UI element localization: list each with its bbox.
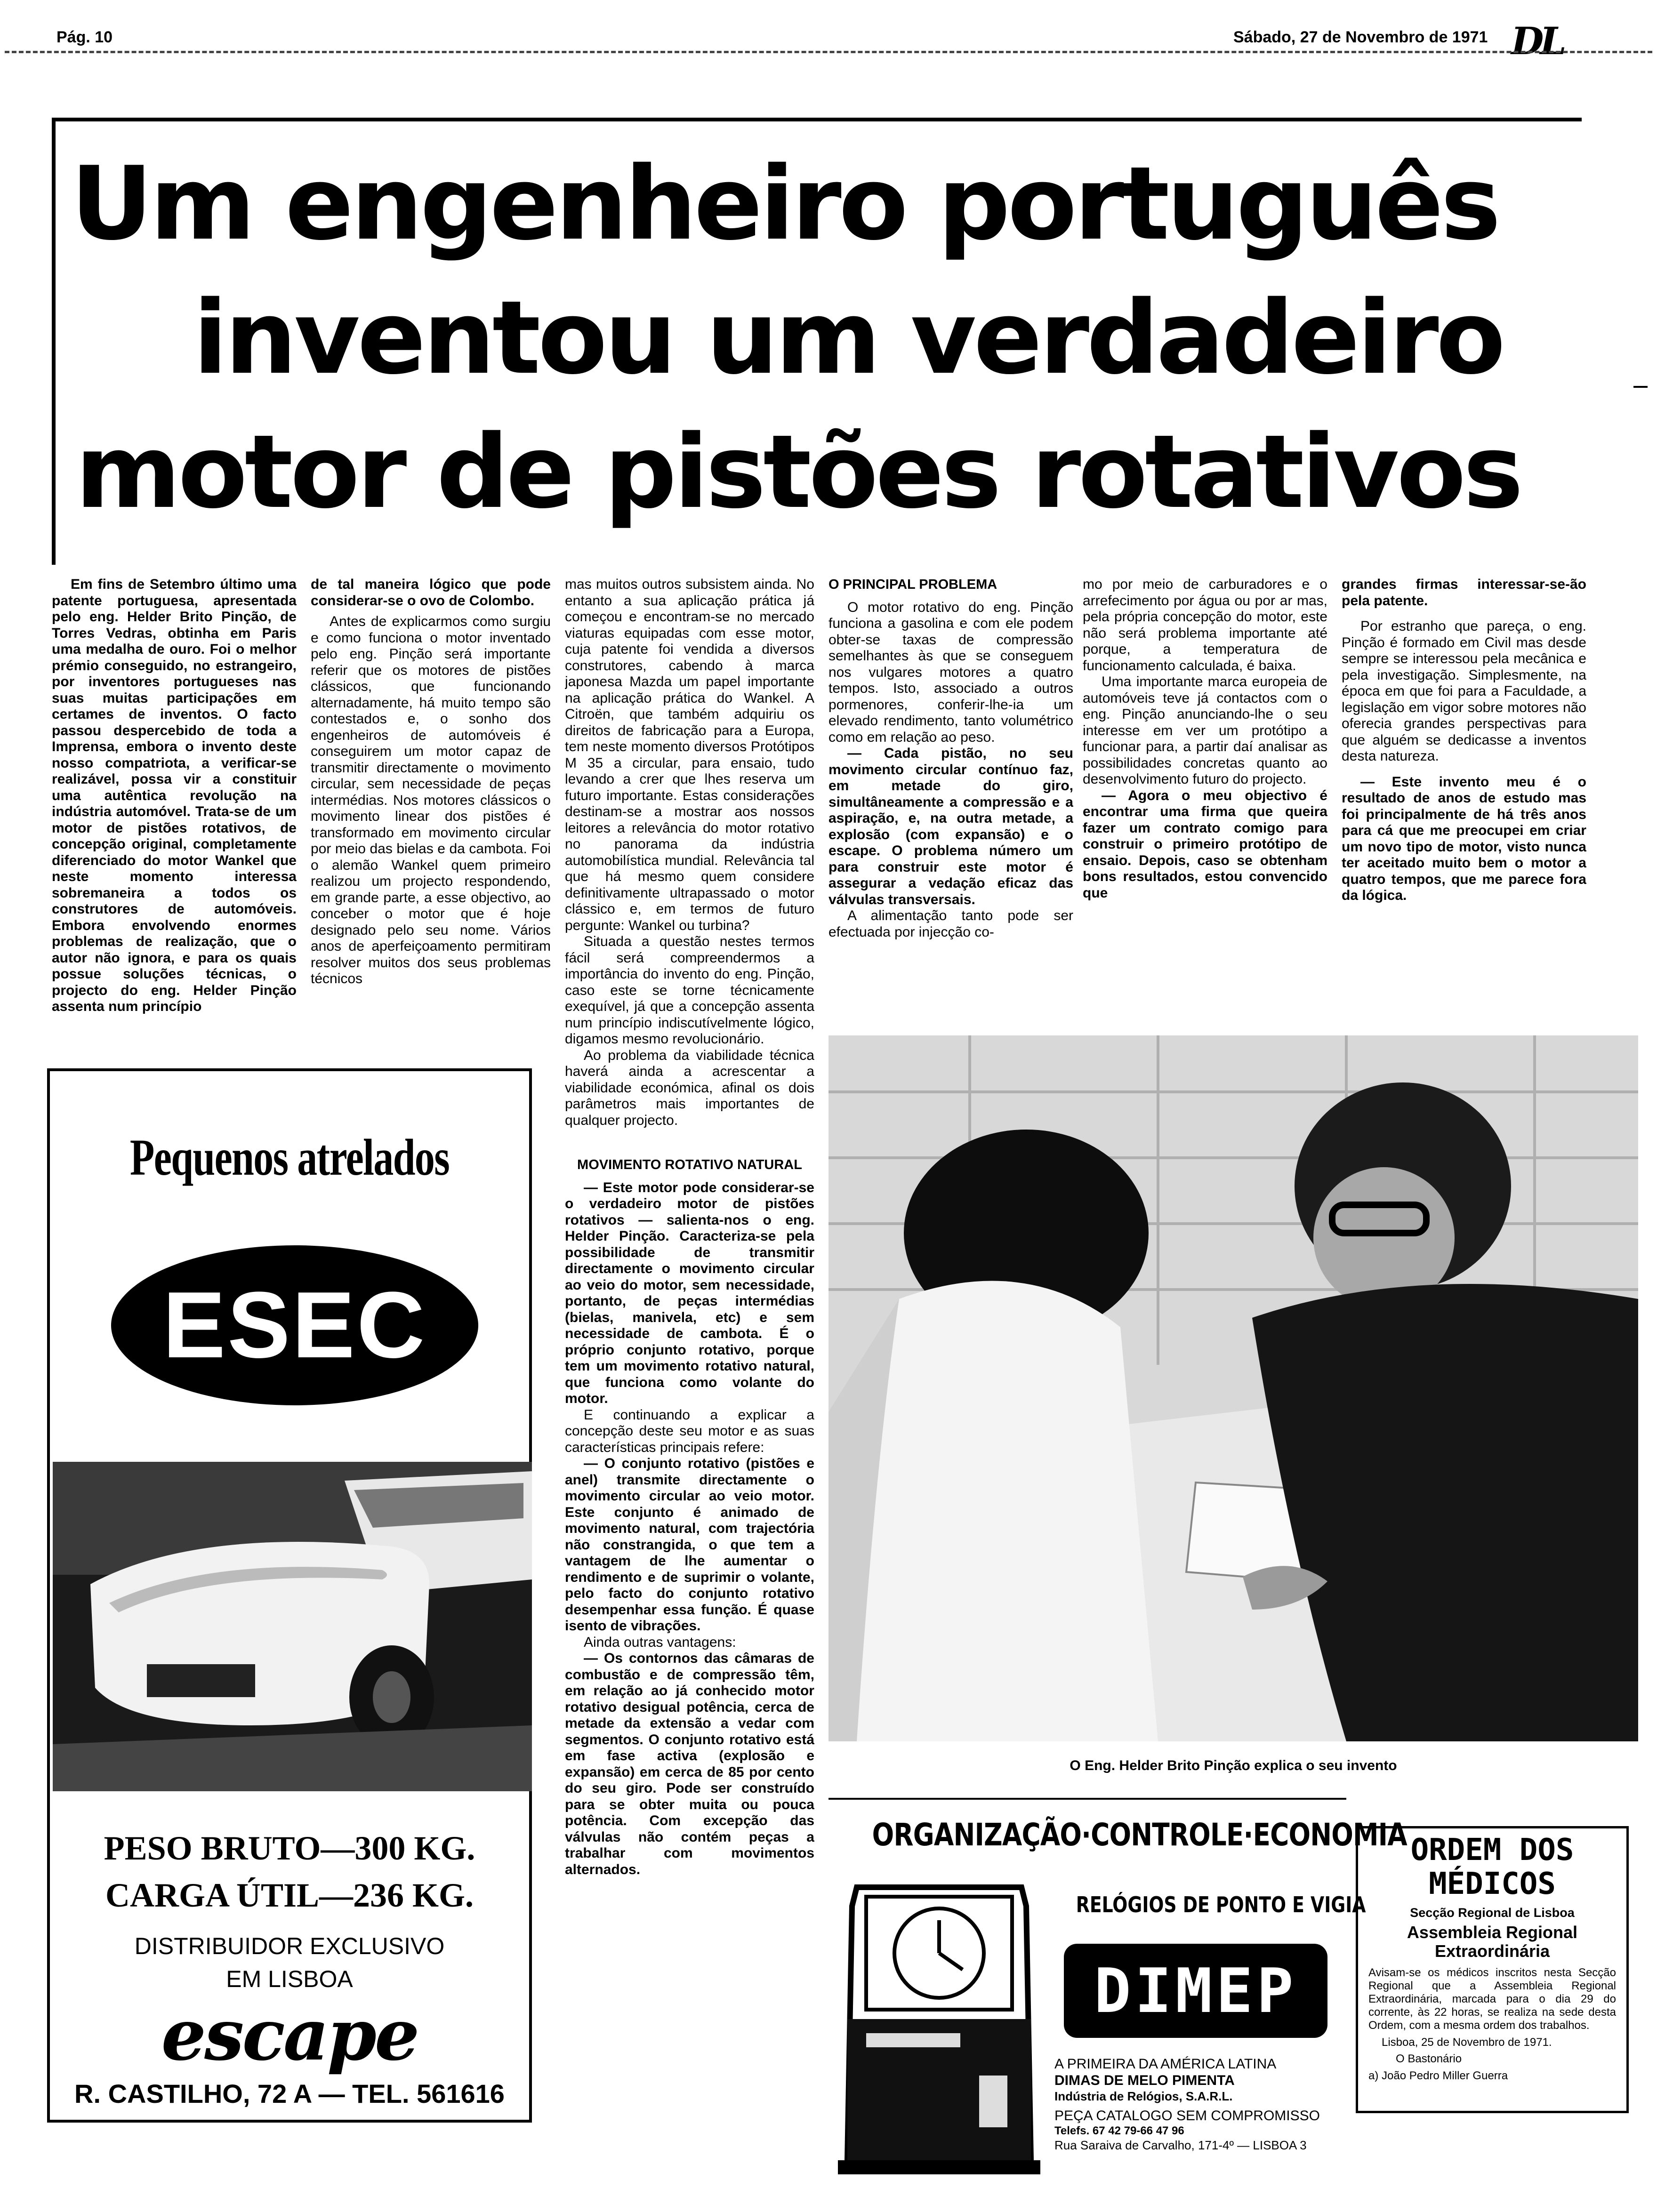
- paragraph: A alimentação tanto pode ser efectuada por injecção co-: [828, 908, 1073, 940]
- ad-esec-distribuidor: DISTRIBUIDOR EXCLUSIVO: [134, 1933, 445, 1959]
- ad-esec-carga: CARGA ÚTIL—236 KG.: [105, 1876, 474, 1914]
- photo-caption: O Eng. Helder Brito Pinção explica o seu invento: [1070, 1758, 1397, 1773]
- ad-esec-peso: PESO BRUTO—300 KG.: [104, 1829, 475, 1867]
- paragraph: — Este invento meu é o resultado de anos de estudo mas foi principalmente de há três anos para cá que me preocupei em criar um novo tipo de motor, visto nunca ter aceitado muito bem o motor a quatro tempos, que me parece fora da lógica.: [1342, 774, 1586, 903]
- headline-line-2: inventou um verdadeiro: [193, 279, 1503, 397]
- ad-esec-brand-ellipse: [111, 1245, 478, 1405]
- paragraph: mas muitos outros subsistem ainda. No entanto a sua aplicação prática já começou e encontram-se no mercado viaturas equipadas com esse motor, cuja patente foi vendida a diversos construtores, cabendo à marca japonesa Mazda um papel importante na aplicação prática do Wankel. A Citroën, que também adquiriu os direitos de fabricação para a Europa, tem neste momento diversos Protótipos M 35 a circular, para ensaio, tudo levando a crer que lhes reserva um futuro importante. Estas considerações destinam-se a mostrar aos nossos leitores a relevância do motor rotativo no panorama da indústria automobilística mundial. Relevância tal que há mesmo quem considere definitivamente ultrapassado o motor clássico e, em termos de futuro pergunte: Wankel ou turbina?: [565, 577, 814, 933]
- header-rule: [5, 51, 1652, 53]
- ad-dimep-line-2: DIMAS DE MELO PIMENTA: [1054, 2073, 1235, 2088]
- headline: [71, 136, 1558, 539]
- ad-dimep-line-4: PEÇA CATALOGO SEM COMPROMISSO: [1054, 2108, 1320, 2124]
- paragraph: mo por meio de carburadores e o arrefecimento por água ou por ar mas, pela própria concepção do motor, este não será problema importante até porque, a temperatura de funcionamento calculada, é baixa.: [1083, 577, 1327, 673]
- paragraph: Antes de explicarmos como surgiu e como funciona o motor inventado pelo eng. Pinção será importante referir que os motores de pistões clássicos, que funcionando alternadamente, há muito tempo são contestados e, o sonho dos engenheiros de automóveis é conseguirem um motor capaz de transmitir directamente o movimento circular, sem necessidade de peças intermédias. Nos motores clássicos o movimento linear dos pistões é transformado em movimento circular por meio das bielas e da cambota. Foi o alemão Wankel quem primeiro realizou um projecto respondendo, em grande parte, a esse objectivo, ao conceber o motor que é hoje designado pelo seu nome. Vários anos de aperfeiçoamento permitiram resolver muitos dos seus problemas técnicos: [311, 614, 551, 986]
- article-column-3: [565, 577, 814, 2172]
- paragraph: — Este motor pode considerar-se o verdadeiro motor de pistões rotativos — salienta-nos o eng. Helder Pinção. Caracteriza-se pela possibilidade de transmitir directamente o movimento circular ao veio do motor, sem necessidade, portanto, de peças intermédias (bielas, manivela, etc) e sem necessidade de cambota. É o próprio conjunto rotativo, porque tem um movimento rotativo natural, que funciona como volante do motor.: [565, 1179, 814, 1406]
- paragraph: — O conjunto rotativo (pistões e anel) transmite directamente o movimento circular ao veio motor. Este conjunto é animado de movimento natural, com trajectória não constrangida, o que tem a vantagem de lhe aumentar o rendimento e de suprimir o volante, pelo facto do conjunto rotativo desempenhar essa função. É quase isento de vibrações.: [565, 1456, 814, 1634]
- paragraph: Ao problema da viabilidade técnica haverá ainda a acrescentar a viabilidade económica, afinal os dois parâmetros mais importantes de qualquer projecto.: [565, 1047, 814, 1128]
- subheading-movimento: MOVIMENTO ROTATIVO NATURAL: [577, 1157, 802, 1172]
- article-column-5: [1083, 577, 1327, 1000]
- paragraph: — Os contornos das câmaras de combustão e de compressão têm, em relação ao já conhecido motor rotativo desigual potência, cerca de metade da extensão a vedar com segmentos. O conjunto rotativo está em fase activa (explosão e expansão) em cerca de 85 por cento do seu giro. Pode ser construído para se obter muita ou pouca potência. Com excepção das válvulas não contém peças a trabalhar com movimentos alternados.: [565, 1651, 814, 1877]
- ad-dimep-subtitle: RELÓGIOS DE PONTO E VIGIA: [1076, 1892, 1366, 1917]
- notice-title-2: MÉDICOS: [1429, 1867, 1556, 1901]
- ad-esec-lisboa: EM LISBOA: [226, 1966, 353, 1992]
- margin-mark: [1633, 386, 1648, 388]
- ad-dimep-title: ORGANIZAÇÃO·CONTROLE·ECONOMIA: [872, 1817, 1407, 1853]
- article-column-1: [52, 577, 297, 1057]
- headline-line-1: Um engenheiro português: [71, 144, 1498, 263]
- ad-esec-brand: ESEC: [162, 1273, 427, 1378]
- notice-title-1: ORDEM DOS: [1410, 1833, 1574, 1867]
- paragraph: Situada a questão nestes termos fácil será compreendermos a importância do invento do eng. Pinção, caso este se torne técnicamente exequível, já que a concepção assenta num princípio indiscutívelmente lógico, digamos mesmo revolucionário.: [565, 934, 814, 1047]
- ad-esec: [47, 1068, 532, 2123]
- notice-body: Avisam-se os médicos inscritos nesta Secção Regional que a Assembleia Regional Extraordinária, marcada para o dia 29 do corrente, às 22 horas, se realiza na sede desta Ordem, com a mesma ordem dos trabalhos.: [1368, 1966, 1616, 2032]
- subheading-problema: O PRINCIPAL PROBLEMA: [828, 577, 997, 592]
- paragraph: Ainda outras vantagens:: [584, 1634, 736, 1650]
- ad-dimep-phones: Telefs. 67 42 79-66 47 96: [1054, 2124, 1184, 2137]
- ad-dimep-line-1: A PRIMEIRA DA AMÉRICA LATINA: [1054, 2056, 1277, 2072]
- article-column-6: [1342, 577, 1586, 1000]
- headline-top-rule: [52, 118, 1582, 121]
- notice-date: Lisboa, 25 de Novembro de 1971.: [1382, 2036, 1552, 2049]
- ad-esec-address: R. CASTILHO, 72 A — TEL. 561616: [74, 2079, 505, 2108]
- article-column-2: [311, 577, 551, 1057]
- paragraph: E continuando a explicar a concepção deste seu motor e as suas características principais refere:: [565, 1407, 814, 1455]
- ad-escape-logo: escape: [161, 1994, 418, 2076]
- paragraph: — Agora o meu objectivo é encontrar uma firma que queira fazer um contrato comigo para construir o primeiro protótipo de ensaio. Depois, caso se obtenham bons resultados, estou convencido que: [1083, 787, 1327, 901]
- notice-ordem-medicos: [1356, 1826, 1629, 2113]
- paragraph: O motor rotativo do eng. Pinção funciona a gasolina e com ele podem obter-se taxas de compressão semelhantes às que se conseguem nos vulgares motores a quatro tempos. Isto, associado a outros pormenores, conferir-lhe-ia um elevado rendimento, tanto volumétrico como em relação ao peso.: [828, 599, 1073, 745]
- issue-date: Sábado, 27 de Novembro de 1971: [1233, 28, 1488, 46]
- notice-role: O Bastonário: [1396, 2052, 1462, 2065]
- notice-assembly-1: Assembleia Regional: [1407, 1923, 1578, 1942]
- ad-dimep-line-3: Indústria de Relógios, S.A.R.L.: [1054, 2089, 1233, 2103]
- time-clock-icon: [838, 1878, 1040, 2179]
- paragraph: grandes firmas interessar-se-ão pela patente.: [1342, 577, 1586, 609]
- trailer-photo: [53, 1462, 532, 1791]
- paragraph: de tal maneira lógico que pode considerar-se o ovo de Colombo.: [311, 577, 551, 609]
- masthead-logo: DL: [1511, 19, 1563, 63]
- notice-assembly-2: Extraordinária: [1434, 1941, 1550, 1961]
- paragraph: Em fins de Setembro último uma patente portuguesa, apresentada pelo eng. Helder Brito Pinção, de Torres Vedras, obtinha em Paris uma medalha de ouro. Foi o melhor prémio conseguido, no estrangeiro, por inventores portugueses nas suas muitas participações em certames de inventos. O facto passou despercebido de toda a Imprensa, embora o invento deste nosso compatriota, a verificar-se realizável, possa vir a constituir uma autêntica revolução na indústria automóvel. Trata-se de um motor de pistões rotativos, de concepção original, completamente diferenciado do motor Wankel que neste momento interessa sobremaneira a todos os construtores de automóveis. Embora envolvendo enormes problemas de realização, que o autor não ignora, e para os quais possue soluções técnicas, o projecto do eng. Helder Pinção assenta num princípio: [52, 577, 297, 1014]
- ad-esec-title: Pequenos atrelados: [129, 1129, 450, 1186]
- page-number: Pág. 10: [56, 28, 113, 46]
- engineer-photo: [828, 1035, 1638, 1741]
- ad-dimep-address: Rua Saraiva de Carvalho, 171-4º — LISBOA 3: [1054, 2138, 1307, 2152]
- notice-section: Secção Regional de Lisboa: [1410, 1906, 1575, 1920]
- ad-dimep: [828, 1807, 1407, 2184]
- paragraph: — Cada pistão, no seu movimento circular contínuo faz, em metade do giro, simultâneamente a compressão e a aspiração, e, na outra metade, a explosão (com expansão) e o escape. O problema número um para construir este motor é assegurar a vedação eficaz das válvulas transversais.: [828, 745, 1073, 907]
- headline-line-3: motor de pistões rotativos: [75, 413, 1521, 531]
- article-column-4: [828, 577, 1073, 1000]
- ad-dimep-brand: DIMEP: [1064, 1944, 1327, 2038]
- paragraph: Uma importante marca europeia de automóveis teve já contactos com o eng. Pinção anunciando-lhe o seu interesse em ver um protótipo a funcionar para, a partir daí analisar as possibilidades concretas quanto ao desenvolvimento futuro do projecto.: [1083, 674, 1327, 787]
- headline-left-rule: [52, 118, 56, 565]
- paragraph: Por estranho que pareça, o eng. Pinção é formado em Civil mas desde sempre se interessou pela mecânica e pela investigação. Simplesmente, na época em que foi para a Faculdade, a legislação em vigor sobre motores não oferecia grandes perspectivas para que alguém se dedicasse a inventos desta natureza.: [1342, 618, 1586, 764]
- notice-signature: a) João Pedro Miller Guerra: [1368, 2069, 1508, 2082]
- dimep-top-rule: [828, 1798, 1346, 1800]
